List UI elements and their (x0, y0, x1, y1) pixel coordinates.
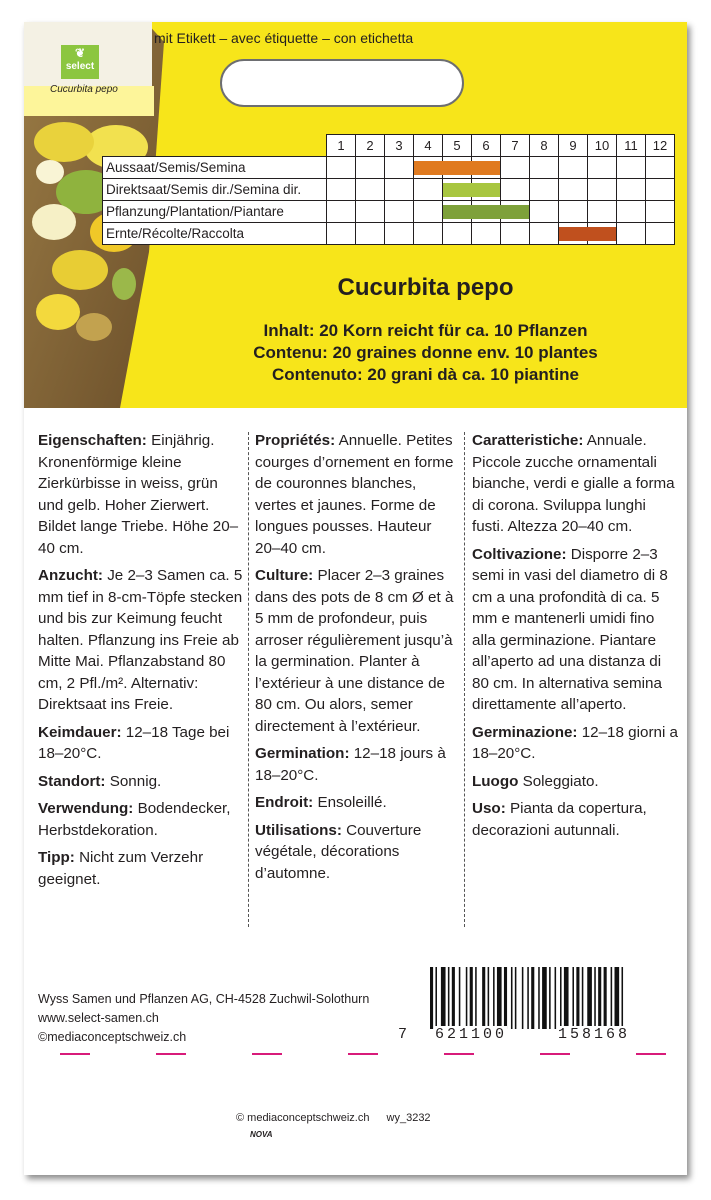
it-use: Uso: Pianta da copertura, decorazioni autunnali. (472, 800, 647, 839)
article-code: wy_3232 (386, 1112, 431, 1124)
month-cell: 2 (356, 135, 385, 157)
yellow-header (24, 22, 687, 408)
month-cell: 4 (414, 135, 443, 157)
brand-name: select (65, 61, 95, 72)
barcode-bar (441, 967, 446, 1029)
month-cell: 5 (443, 135, 472, 157)
label-plant-name: Cucurbita pepo (50, 84, 118, 95)
barcode-bar (515, 967, 517, 1029)
barcode-bar (482, 967, 485, 1029)
barcode-bar (594, 967, 596, 1029)
contents-fr: Contenu: 20 graines donne env. 10 plantes (253, 343, 598, 362)
dashed-cut-line (24, 1053, 687, 1055)
copyright-text: © mediaconceptschweiz.ch (236, 1112, 370, 1124)
column-italian (472, 430, 680, 847)
barcode-bar (493, 967, 495, 1029)
company-address: Wyss Samen und Pflanzen AG, CH-4528 Zuchwil-Solothurn (38, 992, 370, 1006)
it-cultivation: Coltivazione: Disporre 2–3 semi in vasi del diametro di 8 cm a una profondità di ca. 5 mm e mantenerli umidi fino alla germinazione. Piantare all’aperto ad una distanza di 80 cm. In alternativa semina direttamente all’aperto. (472, 545, 668, 713)
barcode-bar (488, 967, 490, 1029)
barcode-bar (564, 967, 569, 1029)
fr-use: Utilisations: Couverture végétale, décorations d’automne. (255, 821, 422, 882)
de-properties: Eigenschaften: Einjährig. Kronenförmige kleine Zierkürbisse in weiss, grün und gelb. Hoher Zierwert. Bildet lange Triebe. Höhe 20–40 cm. (38, 432, 239, 557)
contents-block (24, 320, 687, 386)
column-divider (248, 432, 249, 927)
barcode-bar (598, 967, 601, 1029)
barcode-bar (459, 967, 461, 1029)
barcode-bar (435, 967, 437, 1029)
fr-location: Endroit: Ensoleillé. (255, 794, 387, 811)
barcode-bar (615, 967, 620, 1029)
nova-logo: NOVA (250, 1130, 273, 1139)
product-title: Cucurbita pepo (337, 274, 514, 301)
print-credits (236, 1112, 445, 1124)
month-cell: 3 (385, 135, 414, 157)
barcode-bar (572, 967, 574, 1029)
label-note: mit Etikett – avec étiquette – con etichetta (154, 30, 414, 46)
calendar-bar (443, 205, 529, 219)
barcode-bar (531, 967, 534, 1029)
month-cell: 7 (501, 135, 530, 157)
barcode-bar (511, 967, 513, 1029)
barcode-bar (542, 967, 547, 1029)
barcode-bar (622, 967, 624, 1029)
company-info (38, 990, 369, 1047)
calendar-row-label: Pflanzung/Plantation/Piantare (103, 201, 327, 223)
company-website: www.select-samen.ch (38, 1011, 159, 1025)
sowing-calendar (102, 134, 675, 245)
month-cell: 9 (559, 135, 588, 157)
hanger-hole (220, 59, 464, 107)
column-french (255, 430, 460, 890)
contents-it: Contenuto: 20 grani dà ca. 10 piantine (272, 365, 579, 384)
barcode-bar (522, 967, 524, 1029)
barcode-bar (582, 967, 584, 1029)
calendar-row-label: Ernte/Récolte/Raccolta (103, 223, 327, 245)
barcode-bar (452, 967, 455, 1029)
month-cell: 6 (472, 135, 501, 157)
barcode-first-digit: 7 (398, 1026, 411, 1043)
de-tip: Tipp: Nicht zum Verzehr geeignet. (38, 849, 204, 888)
month-cell: 12 (646, 135, 675, 157)
calendar-bar (559, 227, 616, 241)
barcode-bar (538, 967, 540, 1029)
barcode-left-digits: 621100 (435, 1026, 508, 1043)
de-cultivation: Anzucht: Je 2–3 Samen ca. 5 mm tief in 8-cm-Töpfe stecken und bis zur Keimung feucht halten. Pflanzung ins Freie ab Mitte Mai. Pflanzabstand 80 cm, 2 Pfl./m². Alternativ: Direktsaat ins Freie. (38, 567, 243, 713)
calendar-corner (103, 135, 327, 157)
column-german (38, 430, 243, 896)
calendar-bar (443, 183, 500, 197)
fr-properties: Propriétés: Annuelle. Petites courges d’ornement en forme de couronnes blanches, vertes et jaunes. Forme de longues pousses. Hauteur 20–40 cm. (255, 432, 454, 557)
barcode-bar (430, 967, 433, 1029)
barcode-bar (470, 967, 473, 1029)
barcode-bar (466, 967, 468, 1029)
barcode-bar (448, 967, 450, 1029)
de-use: Verwendung: Bodendecker, Herbstdekoration. (38, 800, 231, 839)
barcode-right-digits: 158168 (558, 1026, 631, 1043)
month-cell: 10 (588, 135, 617, 157)
barcode-bar (504, 967, 507, 1029)
it-location: Luogo Soleggiato. (472, 772, 599, 790)
month-cell: 11 (617, 135, 646, 157)
calendar-row-direct-sowing (103, 179, 675, 201)
contents-de: Inhalt: 20 Korn reicht für ca. 10 Pflanzen (263, 321, 588, 340)
calendar-row-planting (103, 201, 675, 223)
barcode-bar (611, 967, 613, 1029)
barcode-bar (555, 967, 557, 1029)
calendar-row-label: Direktsaat/Semis dir./Semina dir. (103, 179, 327, 201)
fr-cultivation: Culture: Placer 2–3 graines dans des pots de 8 cm Ø et à 5 mm de profondeur, puis arroser régulièrement jusqu’à la germination. Planter à l’extérieur à une distance de 80 cm. Ou alors, semer directement à l’extérieur. (255, 567, 454, 735)
barcode-bar (475, 967, 477, 1029)
it-germination: Germinazione: 12–18 giorni a 18–20°C. (472, 723, 678, 762)
calendar-row-harvest (103, 223, 675, 245)
calendar-months-row (103, 135, 675, 157)
calendar-bar (414, 161, 500, 175)
barcode-bar (587, 967, 592, 1029)
calendar-row-sowing (103, 157, 675, 179)
fr-germination: Germination: 12–18 jours à 18–20°C. (255, 745, 446, 784)
calendar-row-label: Aussaat/Semis/Semina (103, 157, 327, 179)
barcode-bar (560, 967, 562, 1029)
barcode-bar (527, 967, 529, 1029)
month-cell: 1 (327, 135, 356, 157)
select-logo (61, 45, 99, 79)
it-properties: Caratteristiche: Annuale. Piccole zucche ornamentali bianche, verdi e gialle a forma di corona. Sviluppa lunghi fusti. Altezza 20–40 cm. (472, 432, 675, 535)
barcode-bar (604, 967, 607, 1029)
de-location: Standort: Sonnig. (38, 772, 162, 790)
column-divider (464, 432, 465, 927)
seed-packet-back (24, 22, 687, 1175)
design-credit: ©mediaconceptschweiz.ch (38, 1030, 187, 1044)
barcode-bar (497, 967, 502, 1029)
barcode-bar (549, 967, 551, 1029)
barcode-bar (576, 967, 579, 1029)
leaf-icon: ❦ (74, 46, 86, 60)
month-cell: 8 (530, 135, 559, 157)
de-germination: Keimdauer: 12–18 Tage bei 18–20°C. (38, 723, 230, 762)
